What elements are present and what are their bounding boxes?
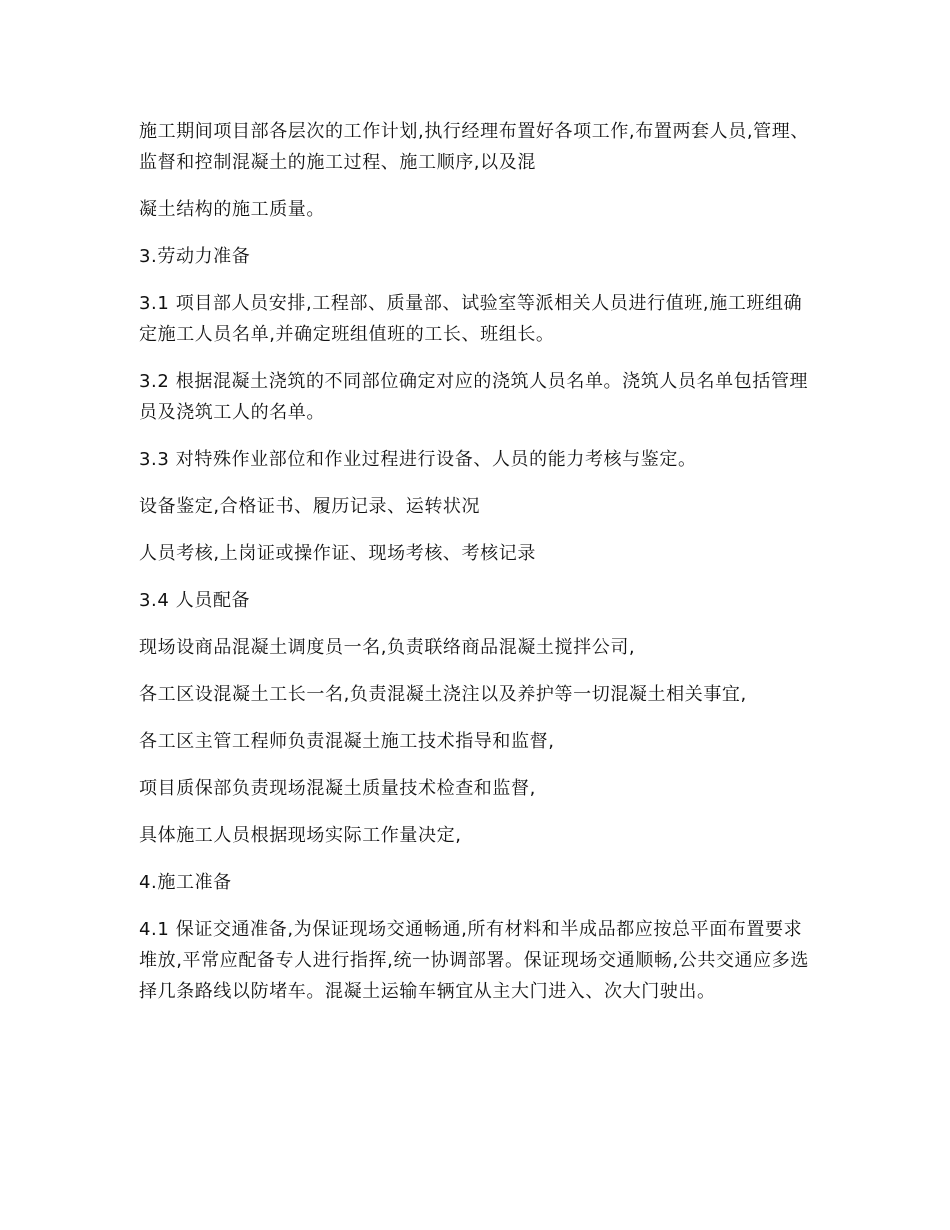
paragraph-dispatcher: 现场设商品混凝土调度员一名,负责联络商品混凝土搅拌公司, xyxy=(139,637,636,658)
paragraph-construction-quality: 凝土结构的施工质量。 xyxy=(139,199,325,220)
heading-construction-preparation: 4.施工准备 xyxy=(139,872,232,893)
paragraph-equipment-appraisal: 设备鉴定,合格证书、履历记录、运转状况 xyxy=(139,496,481,517)
paragraph-workers: 具体施工人员根据现场实际工作量决定, xyxy=(139,825,462,846)
paragraph-3-1-staffing: 3.1 项目部人员安排,工程部、质量部、试验室等派相关人员进行值班,施工班组确定施工人员名单,并确定班组值班的工长、班组长。 xyxy=(139,293,803,345)
document-body xyxy=(139,116,811,1023)
heading-3-4-staffing: 3.4 人员配备 xyxy=(139,590,251,611)
paragraph-3-2-pouring-list: 3.2 根据混凝土浇筑的不同部位确定对应的浇筑人员名单。浇筑人员名单包括管理员及浇筑工人的名单。 xyxy=(139,371,809,423)
paragraph-personnel-assessment: 人员考核,上岗证或操作证、现场考核、考核记录 xyxy=(139,543,536,564)
paragraph-quality-dept: 项目质保部负责现场混凝土质量技术检查和监督, xyxy=(139,778,536,799)
paragraph-engineer: 各工区主管工程师负责混凝土施工技术指导和监督, xyxy=(139,731,555,752)
paragraph-3-3-assessment: 3.3 对特殊作业部位和作业过程进行设备、人员的能力考核与鉴定。 xyxy=(139,449,697,470)
paragraph-4-1-traffic: 4.1 保证交通准备,为保证现场交通畅通,所有材料和半成品都应按总平面布置要求堆放,平常应配备专人进行指挥,统一协调部署。保证现场交通顺畅,公共交通应多选择几条路线以防堵车。混凝土运输车辆宜从主大门进入、次大门驶出。 xyxy=(139,919,809,1002)
paragraph-work-plan: 施工期间项目部各层次的工作计划,执行经理布置好各项工作,布置两套人员,管理、监督和控制混凝土的施工过程、施工顺序,以及混 xyxy=(139,121,809,173)
heading-labor-preparation: 3.劳动力准备 xyxy=(139,246,251,267)
paragraph-foreman: 各工区设混凝土工长一名,负责混凝土浇注以及养护等一切混凝土相关事宜, xyxy=(139,684,747,705)
